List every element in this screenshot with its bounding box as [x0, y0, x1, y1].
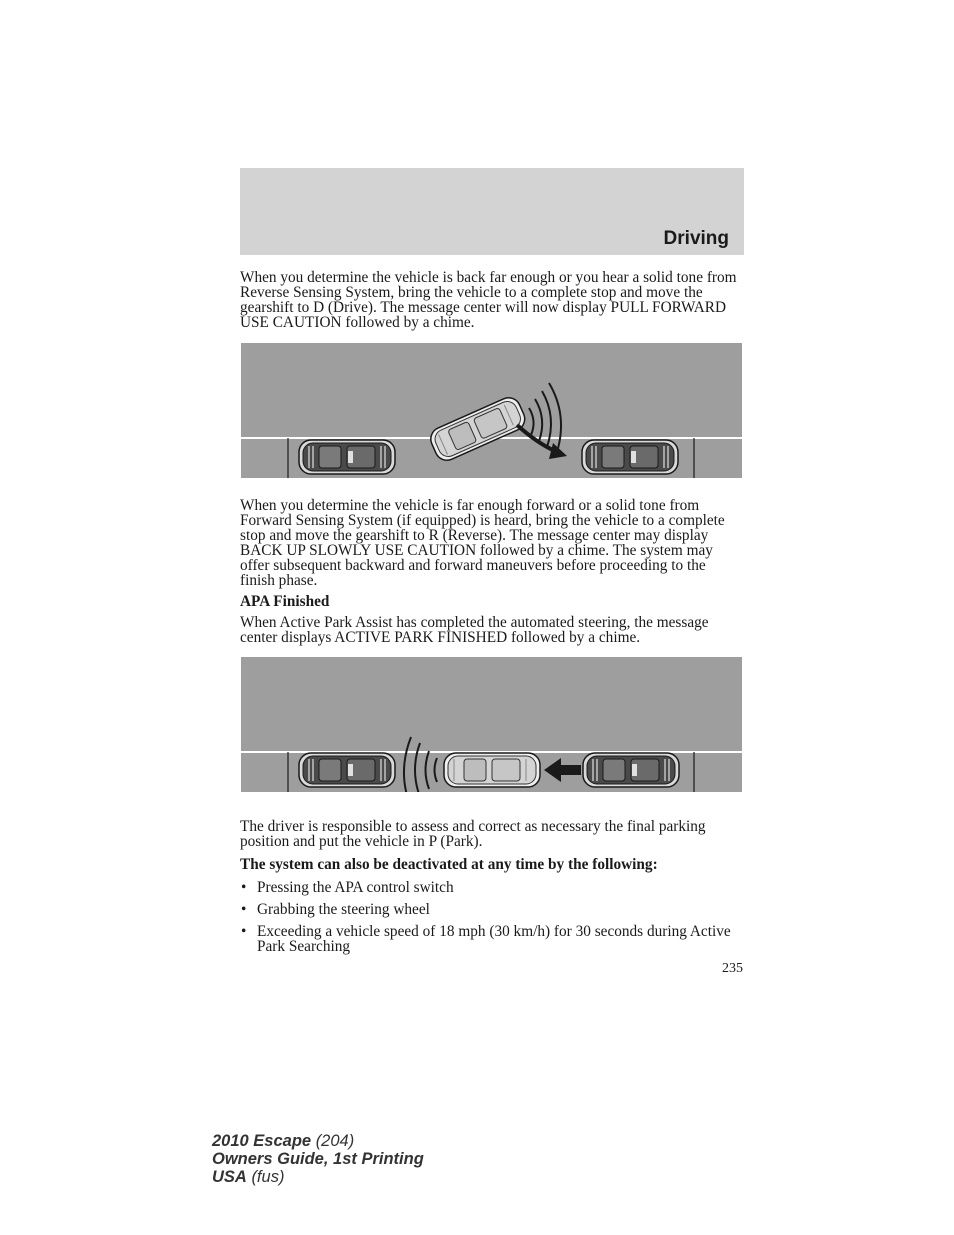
paragraph-driver-responsible: The driver is responsible to assess and correct as necessary the final parking position and put the vehicle in P (Park).: [240, 818, 706, 850]
document-footer: [212, 1132, 424, 1186]
footer-market: USA: [212, 1168, 247, 1186]
heading-apa-finished: APA Finished: [240, 593, 330, 610]
parked-car-own: [444, 753, 540, 787]
section-title: Driving: [663, 228, 729, 249]
list-item: • Pressing the APA control switch: [240, 880, 744, 895]
parked-car-front: [583, 753, 679, 787]
parked-car-rear: [299, 753, 395, 787]
section-header-band: [240, 168, 744, 255]
page-number: 235: [722, 961, 743, 976]
footer-model: 2010 Escape: [212, 1132, 312, 1150]
deactivation-list: [240, 880, 744, 961]
paragraph-back-up: When you determine the vehicle is far enough forward or a solid tone from Forward Sensing System (if equipped) is heard, bring the vehicle to a complete stop and move the gearshift to R (Reverse). The message center may display BACK UP SLOWLY USE CAUTION followed by a chime. The system may offer subsequent backward and forward maneuvers before proceeding to the finish phase.: [240, 497, 725, 589]
paragraph-apa-finished: When Active Park Assist has completed the automated steering, the message center displays ACTIVE PARK FINISHED followed by a chime.: [240, 614, 709, 646]
paragraph-pull-forward: When you determine the vehicle is back far enough or you hear a solid tone from Reverse Sensing System, bring the vehicle to a complete stop and move the gearshift to D (Drive). The message center will now display PULL FORWARD USE CAUTION followed by a chime.: [240, 269, 737, 331]
list-item: • Grabbing the steering wheel: [240, 902, 744, 917]
figure-pull-forward: [241, 343, 742, 478]
footer-market-code: (fus): [251, 1168, 285, 1186]
footer-model-code: (204): [315, 1132, 355, 1150]
list-item: • Exceeding a vehicle speed of 18 mph (30 km/h) for 30 seconds during Active Park Searching: [240, 924, 744, 954]
parked-car-front: [582, 440, 678, 474]
figure-park-finished: [241, 657, 742, 792]
heading-deactivation: The system can also be deactivated at any time by the following:: [240, 856, 658, 873]
parked-car-rear: [299, 440, 395, 474]
footer-printing: Owners Guide, 1st Printing: [212, 1150, 424, 1168]
